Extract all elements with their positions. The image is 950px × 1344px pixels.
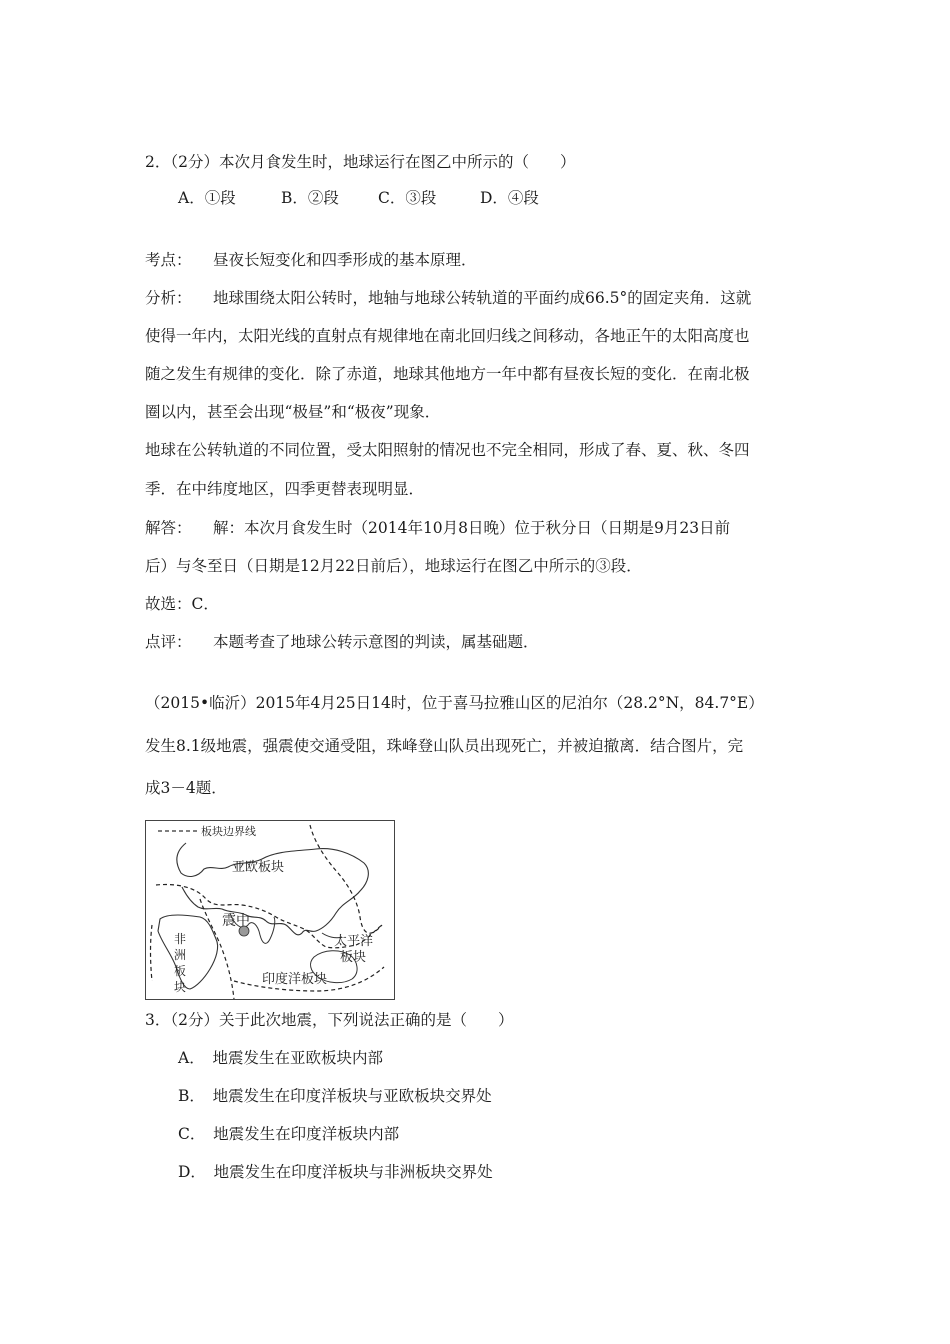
question-2-option-a: A．①段 (178, 189, 236, 207)
question-2-options (178, 188, 539, 208)
question-2-option-d: D．④段 (480, 189, 539, 207)
intro-line-1: （2015•临沂）2015年4月25日14时，位于喜马拉雅山区的尼泊尔（28.2°N，84.7°E） (145, 694, 764, 712)
africa-coastline (158, 915, 218, 989)
question-3-option-c: C． 地震发生在印度洋板块内部 (178, 1125, 400, 1143)
fenxi-line-6: 季．在中纬度地区，四季更替表现明显． (145, 480, 425, 498)
epicenter-label: 震中 (222, 913, 250, 929)
africa-label-4: 块 (174, 980, 187, 994)
kaodian-text: 昼夜长短变化和四季形成的基本原理． (213, 251, 477, 269)
question-3-stem: 3．（2分）关于此次地震，下列说法正确的是（ ） (145, 1011, 514, 1029)
intro-line-3: 成3－4题． (145, 779, 227, 797)
fenxi-line-5: 地球在公转轨道的不同位置，受太阳照射的情况也不完全相同，形成了春、夏、秋、冬四 (145, 441, 750, 459)
fenxi-row (145, 288, 751, 308)
indian-ocean-plate-label: 印度洋板块 (262, 972, 328, 987)
question-2-option-b: B．②段 (281, 189, 339, 207)
atlantic-ridge-boundary (151, 925, 153, 981)
pacific-label-1: 太平洋 (334, 934, 374, 949)
fenxi-line-2: 使得一年内，太阳光线的直射点有规律地在南北回归线之间移动，各地正午的太阳高度也 (145, 327, 750, 345)
kaodian-label: 考点： (145, 251, 192, 269)
dianping-text: 本题考查了地球公转示意图的判读，属基础题． (213, 633, 539, 651)
fenxi-line-1: 地球围绕太阳公转时，地轴与地球公转轨道的平面约成66.5°的固定夹角．这就 (213, 289, 752, 307)
africa-label-3: 板 (174, 964, 187, 978)
plate-map-svg (146, 821, 394, 999)
kaodian-row (145, 250, 477, 270)
africa-label-2: 洲 (174, 948, 187, 962)
africa-label-1: 非 (174, 932, 187, 946)
legend-label: 板块边界线 (201, 825, 256, 838)
question-3-option-b: B． 地震发生在印度洋板块与亚欧板块交界处 (178, 1087, 492, 1105)
pacific-western-boundary (310, 825, 382, 933)
plate-boundary-map (145, 820, 395, 1000)
jieda-label: 解答： (145, 519, 192, 537)
answer-text: 故选：C． (145, 595, 219, 613)
eurasian-plate-label: 亚欧板块 (232, 860, 285, 875)
eurasia-coastline (177, 843, 369, 935)
jieda-line-2: 后）与冬至日（日期是12月22日前后），地球运行在图乙中所示的③段． (145, 557, 642, 575)
pacific-label-2: 板块 (340, 950, 367, 965)
fenxi-label: 分析： (145, 289, 192, 307)
question-3-option-a: A． 地震发生在亚欧板块内部 (178, 1049, 383, 1067)
question-2-stem: 2．（2分）本次月食发生时，地球运行在图乙中所示的（ ） (145, 153, 576, 171)
dianping-row (145, 632, 539, 652)
intro-line-2: 发生8.1级地震，强震使交通受阻，珠峰登山队员出现死亡，并被迫撤离．结合图片，完 (145, 737, 744, 755)
fenxi-line-3: 随之发生有规律的变化．除了赤道，地球其他地方一年中都有昼夜长短的变化．在南北极 (145, 365, 750, 383)
question-3-option-d: D． 地震发生在印度洋板块与非洲板块交界处 (178, 1163, 493, 1181)
jieda-row (145, 518, 730, 538)
fenxi-line-4: 圈以内，甚至会出现“极昼”和“极夜”现象． (145, 403, 441, 421)
jieda-line-1: 解：本次月食发生时（2014年10月8日晚）位于秋分日（日期是9月23日前 (213, 519, 731, 537)
question-2-option-c: C．③段 (378, 189, 437, 207)
dianping-label: 点评： (145, 633, 192, 651)
